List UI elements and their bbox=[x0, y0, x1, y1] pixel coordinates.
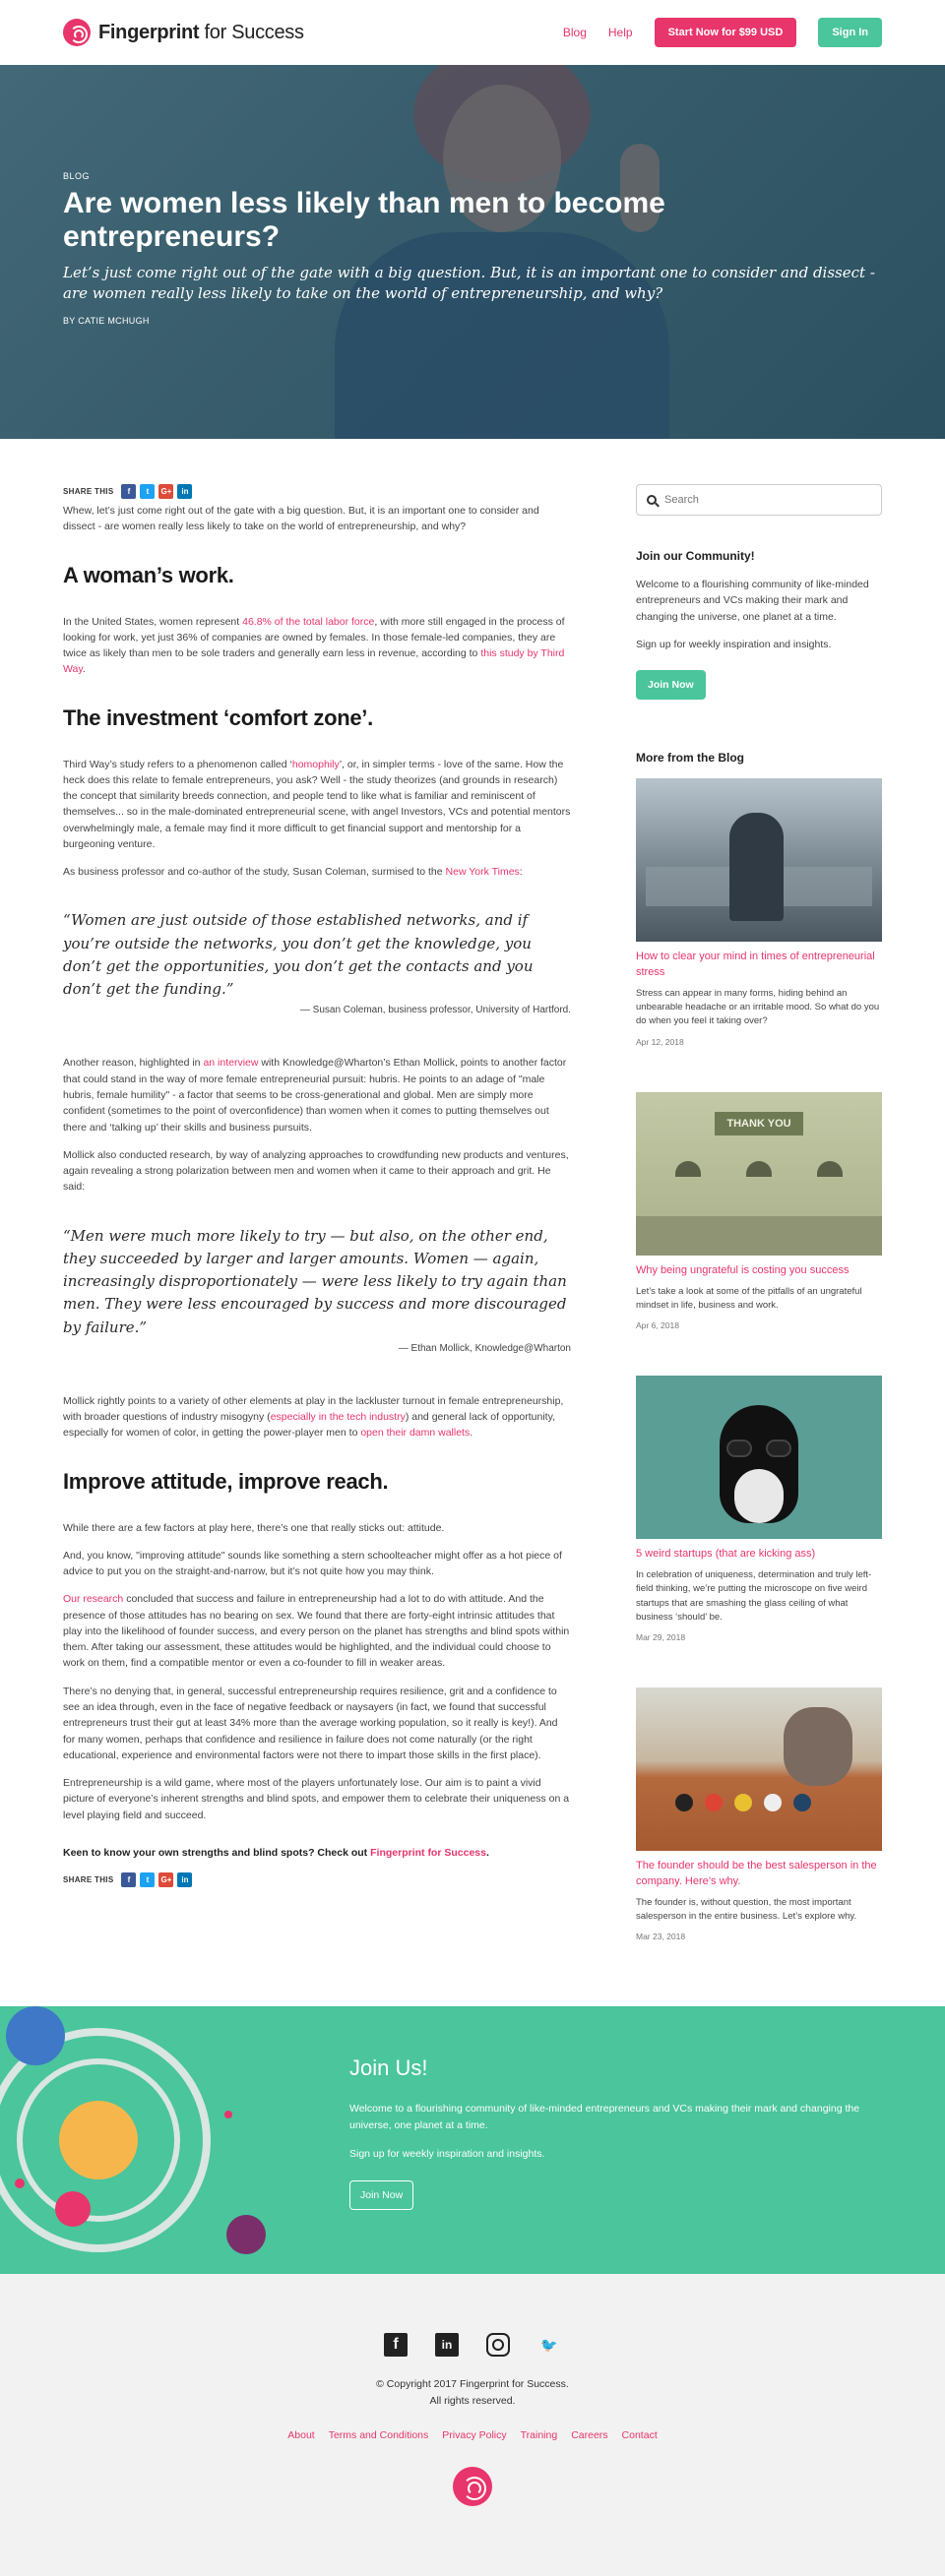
footer bbox=[0, 2274, 945, 2576]
post-date: Mar 29, 2018 bbox=[636, 1632, 686, 1643]
footer-link-careers[interactable]: Careers bbox=[571, 2429, 608, 2442]
paragraph-mollick: Mollick also conducted research, by way of analyzing approaches to crowdfunding new products and ventures, again revealing a strong polarization between men and women when it came to their approach and grit. He said: bbox=[63, 1148, 569, 1194]
third-way-study-link[interactable]: this study by Third Way bbox=[63, 647, 565, 676]
join-community-text: Welcome to a flourishing community of like-minded entrepreneurs and VCs making their mark and changing the universe, one planet at a time. bbox=[636, 579, 869, 623]
search-icon bbox=[647, 495, 657, 505]
main-nav bbox=[563, 18, 882, 47]
article bbox=[63, 484, 571, 1987]
twitter-share-icon[interactable]: t bbox=[140, 1872, 155, 1887]
blog-post-card bbox=[636, 1376, 882, 1642]
paragraph-know: And, you know, "improving attitude" sounds like something a stern schoolteacher might offer as a hot piece of advice to put you on the straight-and-narrow, but it’s not quite how you may think. bbox=[63, 1549, 562, 1578]
facebook-share-icon[interactable]: f bbox=[121, 1872, 136, 1887]
nav-help-link[interactable]: Help bbox=[607, 26, 633, 39]
copyright: © Copyright 2017 Fingerprint for Success. All rights reserved. bbox=[376, 2378, 569, 2408]
quote-coleman-cite: — Susan Coleman, business professor, University of Hartford. bbox=[299, 1005, 571, 1016]
hero-content bbox=[63, 171, 890, 326]
labor-force-link[interactable]: 46.8% of the total labor force bbox=[242, 615, 375, 628]
twitter-share-icon[interactable]: t bbox=[140, 484, 155, 499]
hero-author: BY CATIE MCHUGH bbox=[63, 316, 150, 327]
sidebar bbox=[636, 484, 882, 1987]
paragraph-wild: Entrepreneurship is a wild game, where most of the players unfortunately lose. Our aim is to paint a vivid picture of everyone’s inherent strengths and blind spots, and empower them to celebrate their uniqueness on a level playing field and succeed. bbox=[63, 1777, 570, 1821]
quote-mollick-cite: — Ethan Mollick, Knowledge@Wharton bbox=[398, 1342, 571, 1354]
quote-mollick: “Men were much more likely to try — but also, on the other end, they succeeded by larger and larger amounts. Women — again, increasingly disproportionately — were less likely to try again than men. They were less encouraged by success and more discouraged by failure.” bbox=[63, 1226, 567, 1336]
share-bar-bottom bbox=[63, 1872, 571, 1887]
post-title-link[interactable]: 5 weird startups (that are kicking ass) bbox=[636, 1548, 816, 1561]
footer-link-about[interactable]: About bbox=[287, 2429, 315, 2442]
join-us-content bbox=[349, 2055, 881, 2209]
start-now-button[interactable]: Start Now for $99 USD bbox=[655, 18, 797, 47]
post-description: The founder is, without question, the most important salesperson in the entire business. Let’s explore why. bbox=[636, 1896, 857, 1923]
join-community-signup-text: Sign up for weekly inspiration and insights. bbox=[636, 638, 832, 650]
google-plus-share-icon[interactable]: G+ bbox=[158, 484, 173, 499]
interview-link[interactable]: an interview bbox=[203, 1057, 259, 1070]
paragraph-denying: There’s no denying that, in general, successful entrepreneurship requires resilience, grit and a confidence to see an idea through, even in the face of negative feedback or naysayers (in fact, we found that successful entrepreneurs trust their gut at least 34% more than the average working population, so it really is key!). And for many women, perhaps that confidence and resilience in failure does not come naturally (or the right educational, experience and environmental factors were not there to impart those skills in the first place). bbox=[63, 1685, 558, 1761]
linkedin-share-icon[interactable]: in bbox=[177, 1872, 192, 1887]
quote-coleman: “Women are just outside of those established networks, and if you’re outside the networks, you don’t get the knowledge, you don’t get the opportunities, you don’t get the contacts and you don’t get the funding.” bbox=[63, 911, 534, 999]
post-image[interactable] bbox=[636, 778, 882, 942]
join-us-section bbox=[0, 2006, 945, 2274]
post-date: Mar 23, 2018 bbox=[636, 1932, 686, 1942]
paragraph-research: Our research concluded that success and failure in entrepreneurship had a lot to do with attitude. And the presence of those attitudes has no bearing on sex. We found that there are forty-eight intrinsic attitudes that play into the likelihood of founder success, and every person on the planet has strengths and blind spots within them. After taking our assessment, these attitudes would be highlighted, and the individual could choose to work on them, find a compatible mentor or even a co-founder to fill in weaker areas. bbox=[63, 1593, 570, 1670]
more-from-blog-title: More from the Blog bbox=[636, 751, 744, 766]
post-image[interactable] bbox=[636, 1687, 882, 1851]
homophily-link[interactable]: homophily bbox=[291, 758, 340, 770]
logo-text: Fingerprint for Success bbox=[98, 21, 304, 43]
join-us-signup-text: Sign up for weekly inspiration and insights. bbox=[349, 2148, 545, 2161]
wallets-link[interactable]: open their damn wallets bbox=[360, 1427, 471, 1440]
footer-link-privacy[interactable]: Privacy Policy bbox=[442, 2429, 507, 2442]
heading-womans-work: A woman’s work. bbox=[63, 562, 234, 587]
post-description: In celebration of uniqueness, determination and truly left-field thinking, we’re putting the microscope on five weird startups that are smashing the glass ceiling of what business ‘should’ be. bbox=[636, 1569, 872, 1623]
heading-comfort-zone: The investment ‘comfort zone’. bbox=[63, 705, 373, 730]
post-description: Stress can appear in many forms, hiding behind an unbearable headache or an irritable mood. So what do you do when you feel it taking over? bbox=[636, 987, 880, 1027]
article-intro: Whew, let’s just come right out of the gate with a big question. But, it is an important one to consider and dissect - are women really less likely to take on the world of entrepreneurship, and why? bbox=[63, 505, 539, 533]
linkedin-icon[interactable]: in bbox=[435, 2333, 459, 2357]
paragraph-rightly: Mollick rightly points to a variety of other elements at play in the lackluster turnout in female entrepreneurship, with broader questions of industry misogyny (especially in the tech industry) and general lack of opportunity, especially for women of color, in getting the power-player men to open their damn wallets. bbox=[63, 1394, 564, 1440]
google-plus-share-icon[interactable]: G+ bbox=[158, 1872, 173, 1887]
paragraph-factors: While there are a few factors at play here, there’s one that really sticks out: attitude. bbox=[63, 1521, 445, 1534]
footer-link-training[interactable]: Training bbox=[520, 2429, 558, 2442]
blog-post-card bbox=[636, 1092, 882, 1330]
share-bar-top bbox=[63, 484, 571, 499]
our-research-link[interactable]: Our research bbox=[63, 1593, 124, 1606]
share-label: SHARE THIS bbox=[63, 1875, 114, 1885]
join-us-button[interactable]: Join Now bbox=[349, 2180, 413, 2210]
fingerprint-logo-icon bbox=[63, 19, 91, 46]
post-title-link[interactable]: The founder should be the best salesperson in the company. Here’s why. bbox=[636, 1860, 877, 1887]
cta-f4s-link[interactable]: Fingerprint for Success bbox=[370, 1846, 486, 1859]
post-image[interactable] bbox=[636, 1376, 882, 1539]
join-community-title: Join our Community! bbox=[636, 549, 755, 563]
hero-banner bbox=[0, 65, 945, 439]
fingerprint-logo-icon[interactable] bbox=[453, 2467, 492, 2506]
paragraph-reason: Another reason, highlighted in an interview with Knowledge@Wharton’s Ethan Mollick, points to another factor that could stand in the way of more female entrepreneurial pursuit: hubris. He points to an adage of "male hubris, female humility" - a factor that seems to be cross-generational and global. Men are simply more confident (sometimes to the point of overconfidence) than women when it comes to putting themselves out there and ‘talking up’ their skills and business pursuits. bbox=[63, 1057, 567, 1134]
search-box bbox=[636, 484, 882, 516]
linkedin-share-icon[interactable]: in bbox=[177, 484, 192, 499]
nyt-link[interactable]: New York Times bbox=[445, 866, 520, 879]
post-title-link[interactable]: How to clear your mind in times of entrepreneurial stress bbox=[636, 951, 875, 978]
instagram-icon[interactable] bbox=[486, 2333, 510, 2357]
facebook-icon[interactable]: f bbox=[384, 2333, 408, 2357]
post-date: Apr 12, 2018 bbox=[636, 1036, 684, 1047]
footer-link-terms[interactable]: Terms and Conditions bbox=[328, 2429, 429, 2442]
post-date: Apr 6, 2018 bbox=[636, 1320, 679, 1331]
heading-improve-attitude: Improve attitude, improve reach. bbox=[63, 1468, 389, 1494]
paragraph-comfort: Third Way’s study refers to a phenomenon called ‘homophily’, or, in simpler terms - love of the same. How the heck does this relate to female entrepreneurs, you ask? Well - the study theorizes (and grounds in research) the concept that similarity breeds connection, and people tend to like what is familiar and reminiscent of themselves... so in the male-dominated entrepreneurial scene, with angel Investors, VCs and potential mentors overwhelmingly male, a female may find it more difficult to get financial support and mentorship for a burgeoning venture. bbox=[63, 758, 571, 850]
join-us-text: Welcome to a flourishing community of like-minded entrepreneurs and VCs making their mark and changing the universe, one planet at a time. bbox=[349, 2103, 860, 2132]
nav-blog-link[interactable]: Blog bbox=[562, 26, 587, 39]
sidebar-join-button[interactable]: Join Now bbox=[636, 670, 706, 700]
page-title: Are women less likely than men to become entrepreneurs? bbox=[63, 187, 665, 253]
share-label: SHARE THIS bbox=[63, 487, 114, 496]
logo[interactable] bbox=[63, 19, 304, 46]
post-title-link[interactable]: Why being ungrateful is costing you success bbox=[636, 1263, 850, 1276]
join-us-title: Join Us! bbox=[349, 2055, 428, 2081]
planet-orbit-illustration bbox=[0, 2006, 295, 2274]
footer-links bbox=[0, 2429, 945, 2441]
post-image[interactable] bbox=[636, 1092, 882, 1256]
hero-kicker: BLOG bbox=[63, 171, 91, 181]
facebook-share-icon[interactable]: f bbox=[121, 484, 136, 499]
blog-post-card bbox=[636, 778, 882, 1047]
footer-link-contact[interactable]: Contact bbox=[621, 2429, 658, 2442]
article-cta: Keen to know your own strengths and blind spots? Check out Fingerprint for Success. bbox=[63, 1846, 489, 1859]
social-links bbox=[0, 2333, 945, 2357]
search-input[interactable] bbox=[664, 494, 861, 506]
blog-post-card bbox=[636, 1687, 882, 1941]
thank-you-sign: THANK YOU bbox=[715, 1112, 803, 1135]
paragraph-coleman: As business professor and co-author of the study, Susan Coleman, surmised to the New York Times: bbox=[63, 866, 523, 879]
post-description: Let’s take a look at some of the pitfalls of an ungrateful mindset in life, business and work. bbox=[636, 1285, 862, 1311]
hero-subtitle: Let’s just come right out of the gate with a big question. But, it is an important one to consider and dissect - are women really less likely to take on the world of entrepreneurship, and why? bbox=[63, 264, 875, 303]
twitter-icon[interactable]: 🐦 bbox=[540, 2336, 558, 2353]
top-header bbox=[0, 0, 945, 65]
tech-industry-link[interactable]: especially in the tech industry bbox=[270, 1411, 406, 1424]
main-content bbox=[0, 439, 945, 1987]
paragraph-work: In the United States, women represent 46.8% of the total labor force, with more still engaged in the process of looking for work, yet just 36% of companies are owned by females. In those female-led companies, they are twice as likely than men to be sole traders and generally earn less in revenue, according to this study by Third Way. bbox=[63, 615, 565, 676]
sign-in-button[interactable]: Sign In bbox=[818, 18, 882, 47]
